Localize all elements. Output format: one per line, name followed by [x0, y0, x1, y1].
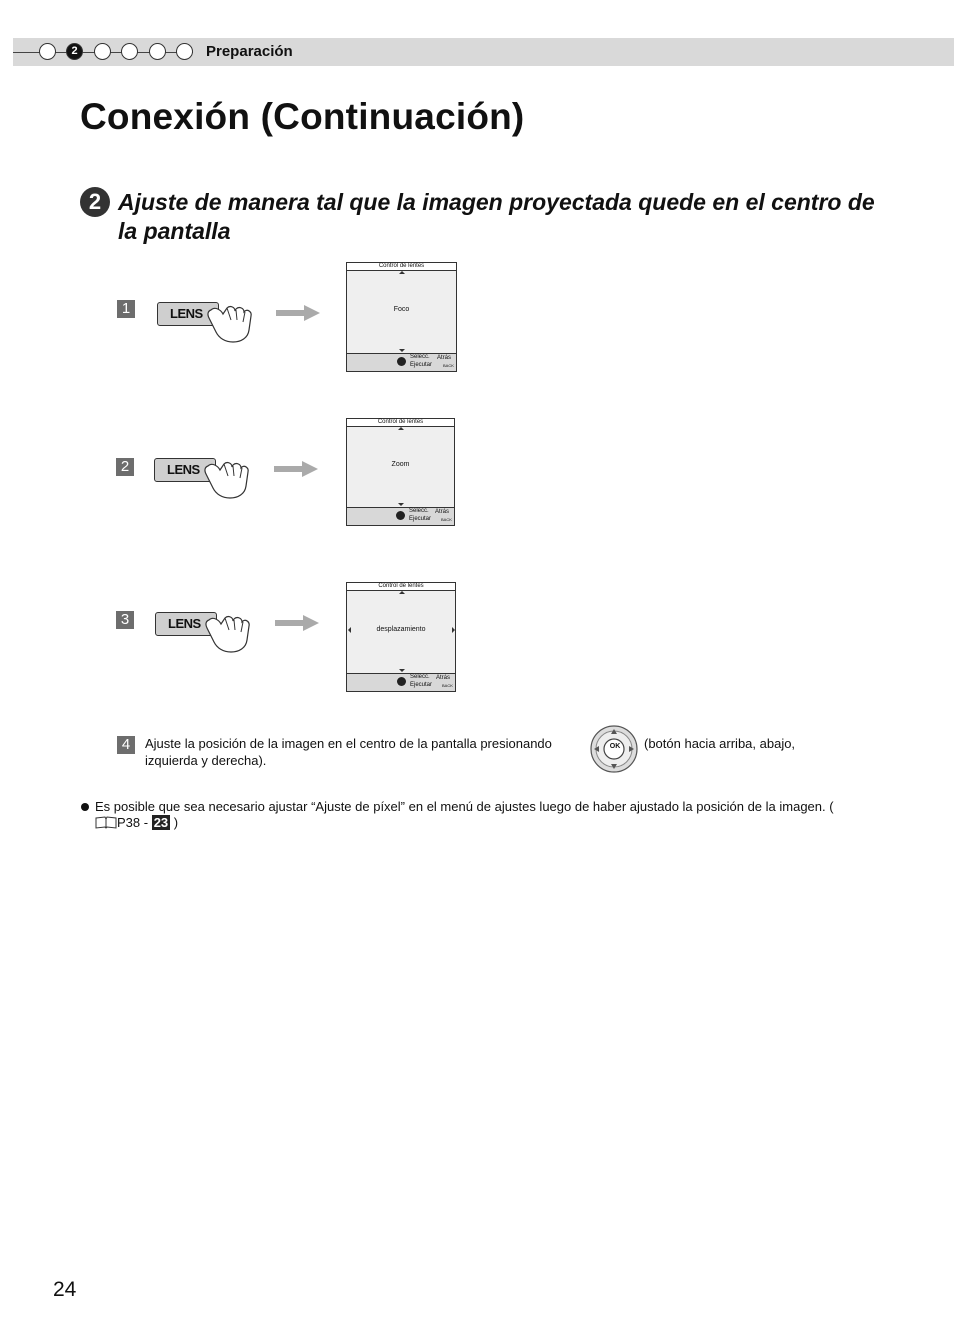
hand-press-icon — [203, 610, 253, 655]
up-arrow-icon — [399, 271, 405, 274]
ok-label: OK — [609, 743, 621, 750]
down-arrow-icon — [398, 503, 404, 506]
substep4-text-line2: izquierda y derecha). — [145, 753, 267, 768]
up-arrow-icon — [398, 427, 404, 430]
down-arrow-icon — [399, 349, 405, 352]
substep-number: 2 — [116, 458, 134, 476]
chapter-circle-active: 2 — [66, 43, 83, 60]
menu-screen-zoom — [346, 418, 455, 526]
chapter-circle — [39, 43, 56, 60]
ref-number-badge: 23 — [153, 815, 169, 830]
chapter-circle — [94, 43, 111, 60]
bullet — [81, 803, 89, 811]
arrow-right-icon — [276, 305, 320, 321]
hand-press-icon — [205, 300, 255, 345]
footer-select: Selecc. — [409, 508, 429, 514]
substep4-text: Ajuste la posición de la imagen en el centro de la pantalla presionando — [145, 736, 552, 751]
footer-execute: Ejecutar — [409, 516, 432, 522]
chapter-circle — [149, 43, 166, 60]
lens-button[interactable]: LENS — [154, 458, 216, 482]
hand-press-icon — [202, 456, 252, 501]
menu-screen-shift — [346, 582, 456, 692]
menu-footer — [347, 507, 454, 525]
menu-title: Control de lentes — [347, 583, 455, 591]
book-reference-icon — [95, 816, 117, 829]
substep-number: 1 — [117, 300, 135, 318]
up-arrow-icon — [399, 591, 405, 594]
ok-dial-icon — [396, 511, 405, 520]
menu-footer — [347, 673, 455, 691]
menu-title: Control de lentes — [347, 263, 456, 271]
footer-back-key: BACK — [441, 517, 452, 522]
page-title: Conexión (Continuación) — [80, 96, 525, 137]
step-badge: 2 — [80, 187, 110, 217]
menu-item: desplazamiento — [376, 626, 426, 633]
footer-back: Atrás — [437, 355, 452, 361]
right-arrow-icon — [452, 627, 455, 633]
note-text: Es posible que sea necesario ajustar “Ajuste de píxel” en el menú de ajustes luego de haber ajustado la posición de la imagen. (P38 - 23 ) — [95, 799, 834, 830]
ok-dial-icon — [397, 357, 406, 366]
lens-button[interactable]: LENS — [155, 612, 217, 636]
page-number: 24 — [53, 1278, 77, 1301]
chapter-circle — [176, 43, 193, 60]
section-label: Preparación — [206, 43, 293, 60]
down-arrow-icon — [399, 669, 405, 672]
footer-execute: Ejecutar — [410, 682, 433, 688]
footer-select: Selecc. — [410, 354, 430, 360]
menu-item: Zoom — [391, 461, 410, 468]
footer-back-key: BACK — [443, 363, 454, 368]
menu-title: Control de lentes — [347, 419, 454, 427]
menu-item: Foco — [393, 306, 410, 313]
footer-back: Atrás — [436, 675, 451, 681]
arrow-right-icon — [274, 461, 318, 477]
footer-select: Selecc. — [410, 674, 430, 680]
footer-back-key: BACK — [442, 683, 453, 688]
substep-number: 4 — [117, 736, 135, 754]
ok-dial-icon — [397, 677, 406, 686]
ref-page: P38 - — [117, 815, 152, 830]
arrow-right-icon — [275, 615, 319, 631]
menu-screen-focus — [346, 262, 457, 372]
substep-number: 3 — [116, 611, 134, 629]
footer-execute: Ejecutar — [410, 362, 433, 368]
step-heading: Ajuste de manera tal que la imagen proyectada quede en el centro de la pantalla — [118, 189, 875, 244]
chapter-circle — [121, 43, 138, 60]
lens-button[interactable]: LENS — [157, 302, 219, 326]
substep4-text-after: (botón hacia arriba, abajo, — [644, 736, 796, 751]
footer-back: Atrás — [435, 509, 450, 515]
menu-footer — [347, 353, 456, 371]
